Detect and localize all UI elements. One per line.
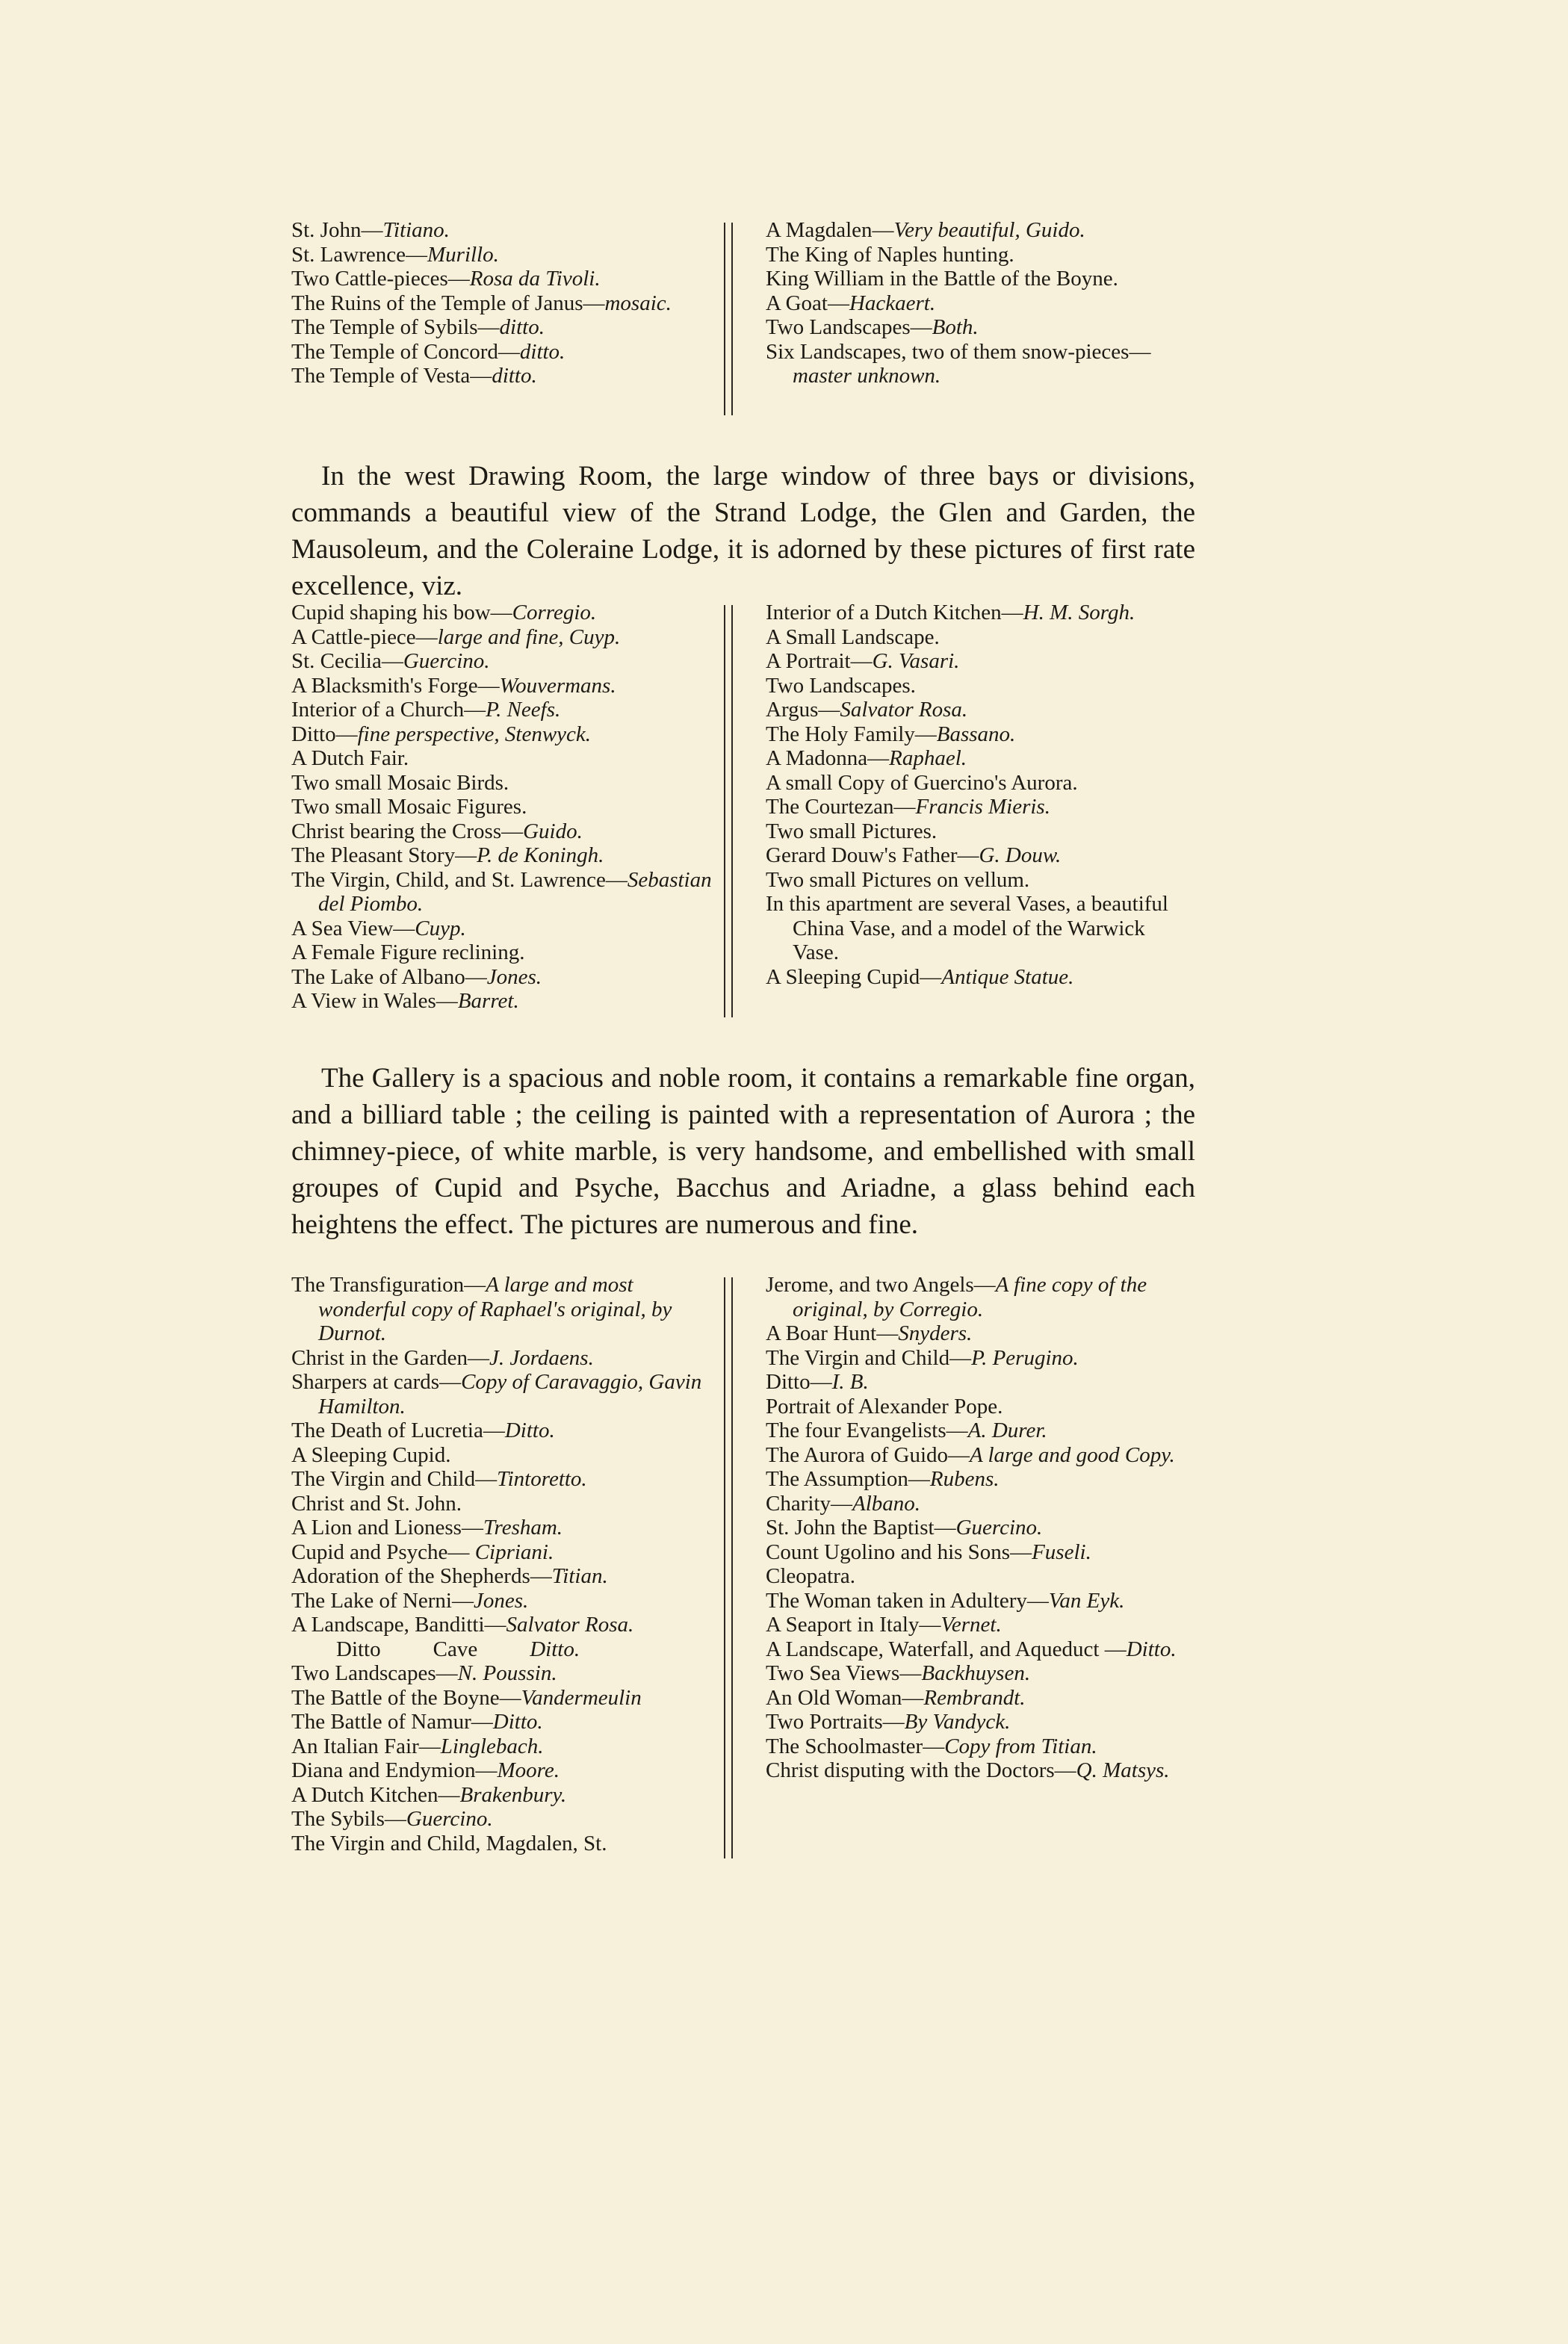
catalogue-column-right bbox=[736, 601, 1195, 1017]
entry-attribution: ditto. bbox=[492, 364, 537, 388]
entry-title: A Lion and Lioness— bbox=[291, 1516, 483, 1540]
entry-title: A Female Figure reclining. bbox=[291, 940, 525, 964]
entry-attribution: A large and most wonderful copy of Raphael's original, by Durnot. bbox=[318, 1273, 672, 1345]
catalogue-entry bbox=[766, 1395, 1195, 1419]
entry-title: The Lake of Albano— bbox=[291, 964, 487, 989]
entry-attribution: Barret. bbox=[457, 989, 519, 1013]
catalogue-section-1 bbox=[291, 218, 1195, 415]
entry-attribution: Both. bbox=[932, 315, 979, 339]
catalogue-entry bbox=[291, 746, 721, 771]
entry-title: An Old Woman— bbox=[766, 1685, 924, 1710]
catalogue-entry bbox=[766, 1321, 1195, 1346]
entry-title: Christ and St. John. bbox=[291, 1491, 462, 1516]
entry-title: The Temple of Vesta— bbox=[291, 364, 492, 388]
entry-attribution: Rosa da Tivoli. bbox=[469, 267, 601, 291]
catalogue-entry bbox=[766, 1467, 1195, 1492]
catalogue-entry bbox=[291, 722, 721, 747]
ditto-attribution: Ditto. bbox=[530, 1637, 580, 1661]
ditto-label: Ditto bbox=[336, 1637, 381, 1661]
entry-title: King William in the Battle of the Boyne. bbox=[766, 267, 1118, 291]
entry-title: The Death of Lucretia— bbox=[291, 1419, 505, 1442]
ditto-row bbox=[291, 1637, 721, 1662]
entry-attribution: Guercino. bbox=[955, 1516, 1043, 1540]
catalogue-entry bbox=[291, 601, 721, 625]
entry-attribution: Hackaert. bbox=[849, 291, 936, 315]
entry-attribution: Moore. bbox=[497, 1758, 560, 1782]
entry-title: A Dutch Kitchen— bbox=[291, 1782, 460, 1807]
entry-title: The Virgin and Child, Magdalen, St. bbox=[291, 1831, 607, 1855]
entry-attribution: Snyders. bbox=[898, 1321, 973, 1345]
entry-title: In this apartment are several Vases, a beautiful China Vase, and a model of the Warwick Vase. bbox=[766, 892, 1168, 964]
entry-title: Christ bearing the Cross— bbox=[291, 819, 524, 843]
catalogue-entry bbox=[291, 315, 721, 340]
catalogue-entry bbox=[766, 674, 1195, 698]
entry-title: A Landscape, Waterfall, and Aqueduct — bbox=[766, 1637, 1127, 1661]
entry-attribution: Cipriani. bbox=[474, 1540, 554, 1564]
entry-title: A Goat— bbox=[766, 291, 849, 315]
entry-attribution: ditto. bbox=[519, 339, 565, 364]
entry-attribution: fine perspective, Stenwyck. bbox=[357, 722, 592, 746]
entry-attribution: Titian. bbox=[551, 1564, 608, 1588]
catalogue-entry bbox=[291, 1710, 721, 1734]
entry-title: A Madonna— bbox=[766, 746, 890, 770]
entry-attribution: A large and good Copy. bbox=[970, 1442, 1175, 1467]
catalogue-entry bbox=[291, 1734, 721, 1759]
catalogue-entry bbox=[766, 1443, 1195, 1468]
entry-title: St. John— bbox=[291, 218, 383, 242]
entry-attribution: J. Jordaens. bbox=[489, 1345, 594, 1370]
catalogue-entry bbox=[766, 315, 1195, 340]
entry-title: Ditto— bbox=[291, 722, 358, 746]
entry-attribution: Tresham. bbox=[483, 1516, 563, 1540]
entry-attribution: P. Neefs. bbox=[486, 698, 561, 722]
column-divider bbox=[724, 1277, 733, 1858]
entry-attribution: G. Vasari. bbox=[872, 649, 960, 673]
entry-attribution: Guido. bbox=[523, 819, 583, 843]
entry-title: A Seaport in Italy— bbox=[766, 1613, 941, 1637]
entry-attribution: Tintoretto. bbox=[497, 1467, 587, 1491]
catalogue-entry bbox=[291, 243, 721, 267]
entry-attribution: Backhuysen. bbox=[921, 1661, 1031, 1685]
entry-title: A Boar Hunt— bbox=[766, 1321, 899, 1345]
entry-title: Two small Mosaic Birds. bbox=[291, 770, 509, 795]
entry-title: The four Evangelists— bbox=[766, 1419, 968, 1442]
entry-attribution: Ditto. bbox=[504, 1419, 555, 1442]
entry-title: Christ in the Garden— bbox=[291, 1345, 489, 1370]
entry-attribution: Ditto. bbox=[1126, 1637, 1177, 1661]
catalogue-entry bbox=[291, 674, 721, 698]
entry-title: Two small Pictures. bbox=[766, 819, 938, 843]
entry-attribution: Fuseli. bbox=[1032, 1540, 1091, 1564]
catalogue-entry bbox=[766, 868, 1195, 893]
entry-attribution: By Vandyck. bbox=[904, 1710, 1011, 1734]
entry-attribution: Antique Statue. bbox=[941, 964, 1074, 989]
catalogue-entry bbox=[291, 917, 721, 941]
catalogue-entry bbox=[766, 601, 1195, 625]
catalogue-entry bbox=[766, 843, 1195, 868]
catalogue-entry bbox=[766, 1419, 1195, 1443]
entry-title: The King of Naples hunting. bbox=[766, 242, 1014, 267]
entry-attribution: Vernet. bbox=[941, 1613, 1002, 1637]
entry-attribution: Raphael. bbox=[889, 746, 967, 770]
catalogue-entry bbox=[291, 989, 721, 1014]
entry-attribution: Albano. bbox=[852, 1491, 921, 1516]
entry-title: St. Cecilia— bbox=[291, 649, 403, 673]
entry-title: Two Sea Views— bbox=[766, 1661, 922, 1685]
entry-attribution: Jones. bbox=[473, 1588, 529, 1613]
entry-title: A View in Wales— bbox=[291, 989, 458, 1013]
catalogue-entry bbox=[766, 340, 1195, 388]
entry-title: A small Copy of Guercino's Aurora. bbox=[766, 770, 1078, 795]
entry-title: A Magdalen— bbox=[766, 218, 894, 242]
entry-title: A Portrait— bbox=[766, 649, 873, 673]
entry-attribution: Salvator Rosa. bbox=[506, 1613, 634, 1637]
catalogue-entry bbox=[291, 940, 721, 965]
catalogue-section-3 bbox=[291, 1273, 1195, 1858]
entry-title: A Sleeping Cupid— bbox=[766, 964, 942, 989]
entry-attribution: Titiano. bbox=[382, 218, 450, 242]
entry-title: A Sea View— bbox=[291, 916, 415, 940]
catalogue-entry bbox=[766, 1734, 1195, 1759]
entry-attribution: Salvator Rosa. bbox=[840, 698, 968, 722]
entry-title: The Transfiguration— bbox=[291, 1273, 486, 1297]
entry-title: Charity— bbox=[766, 1491, 852, 1516]
catalogue-entry bbox=[766, 1540, 1195, 1565]
catalogue-entry bbox=[291, 698, 721, 722]
west-drawing-room-paragraph: In the west Drawing Room, the large window of three bays or divisions, commands a beautiful view of the Strand Lodge, the Glen and Garden, the Mausoleum, and the Coleraine Lodge, it is adorned by these pictures of first rate excellence, viz. bbox=[291, 461, 1195, 601]
entry-attribution: Cuyp. bbox=[415, 916, 466, 940]
catalogue-entry bbox=[766, 1273, 1195, 1321]
catalogue-entry bbox=[291, 649, 721, 674]
catalogue-entry bbox=[766, 625, 1195, 650]
catalogue-entry bbox=[766, 267, 1195, 291]
entry-title: The Pleasant Story— bbox=[291, 843, 477, 867]
entry-title: Six Landscapes, two of them snow-pieces— bbox=[766, 339, 1151, 364]
catalogue-entry bbox=[291, 843, 721, 868]
catalogue-list bbox=[291, 1273, 721, 1637]
entry-attribution: Very beautiful, Guido. bbox=[893, 218, 1085, 242]
entry-title: The Assumption— bbox=[766, 1467, 930, 1491]
entry-title: Gerard Douw's Father— bbox=[766, 843, 979, 867]
catalogue-entry bbox=[766, 1564, 1195, 1589]
entry-title: Two Landscapes— bbox=[291, 1661, 458, 1685]
catalogue-entry bbox=[291, 364, 721, 388]
entry-attribution: Ditto. bbox=[492, 1710, 543, 1734]
entry-title: A Small Landscape. bbox=[766, 624, 940, 649]
catalogue-column-left bbox=[291, 1273, 721, 1858]
entry-attribution: G. Douw. bbox=[979, 843, 1062, 867]
catalogue-section-2 bbox=[291, 601, 1195, 1017]
entry-title: Argus— bbox=[766, 698, 840, 722]
catalogue-entry bbox=[766, 291, 1195, 316]
entry-attribution: Murillo. bbox=[427, 242, 499, 267]
entry-title: Interior of a Church— bbox=[291, 698, 486, 722]
entry-title: Diana and Endymion— bbox=[291, 1758, 498, 1782]
entry-title: An Italian Fair— bbox=[291, 1734, 441, 1758]
entry-title: A Cattle-piece— bbox=[291, 624, 438, 649]
catalogue-column-right bbox=[736, 218, 1195, 415]
catalogue-entry bbox=[766, 698, 1195, 722]
catalogue-entry bbox=[766, 965, 1195, 990]
catalogue-entry bbox=[766, 649, 1195, 674]
catalogue-entry bbox=[291, 1467, 721, 1492]
entry-attribution: Corregio. bbox=[512, 601, 597, 624]
entry-title: Two Cattle-pieces— bbox=[291, 267, 470, 291]
entry-attribution: H. M. Sorgh. bbox=[1023, 601, 1135, 624]
catalogue-entry bbox=[291, 625, 721, 650]
entry-title: The Virgin and Child— bbox=[291, 1467, 498, 1491]
entry-attribution: N. Poussin. bbox=[457, 1661, 557, 1685]
catalogue-entry bbox=[291, 795, 721, 819]
cave-label: Cave bbox=[433, 1637, 478, 1661]
entry-attribution: Guercino. bbox=[403, 649, 490, 673]
entry-title: Ditto— bbox=[766, 1370, 832, 1394]
entry-attribution: P. Perugino. bbox=[971, 1345, 1079, 1370]
catalogue-entry bbox=[291, 1370, 721, 1419]
entry-title: A Blacksmith's Forge— bbox=[291, 673, 500, 698]
entry-attribution: ditto. bbox=[499, 315, 545, 339]
catalogue-entry bbox=[291, 1443, 721, 1468]
catalogue-entry bbox=[291, 965, 721, 990]
catalogue-entry bbox=[766, 218, 1195, 243]
entry-title: Cupid and Psyche— bbox=[291, 1540, 475, 1564]
entry-title: The Virgin and Child— bbox=[766, 1345, 972, 1370]
gallery-paragraph: The Gallery is a spacious and noble room, it contains a remarkable fine organ, and a billiard table ; the ceiling is painted with a representation of Aurora ; the chimney-piece, of white marble, is very handsome, and embellished with small groupes of Cupid and Psyche, Bacchus and Ariadne, a glass behind each heightens the effect. The pictures are numerous and fine. bbox=[291, 1063, 1195, 1240]
column-divider bbox=[724, 605, 733, 1017]
entry-title: Count Ugolino and his Sons— bbox=[766, 1540, 1032, 1564]
catalogue-entry bbox=[291, 1686, 721, 1711]
entry-title: The Sybils— bbox=[291, 1807, 406, 1831]
entry-title: The Temple of Concord— bbox=[291, 339, 520, 364]
entry-attribution: A fine copy of the original, by Corregio. bbox=[793, 1273, 1147, 1321]
entry-attribution: master unknown. bbox=[793, 364, 941, 388]
entry-title: A Landscape, Banditti— bbox=[291, 1613, 506, 1637]
entry-title: St. Lawrence— bbox=[291, 242, 427, 267]
catalogue-entry bbox=[291, 1516, 721, 1540]
entry-title: Interior of a Dutch Kitchen— bbox=[766, 601, 1023, 624]
catalogue-entry bbox=[291, 819, 721, 844]
entry-title: The Courtezan— bbox=[766, 795, 916, 819]
entry-title: Two small Mosaic Figures. bbox=[291, 795, 527, 819]
catalogue-entry bbox=[766, 1710, 1195, 1734]
entry-attribution: Vandermeulin bbox=[521, 1685, 642, 1710]
catalogue-column-left bbox=[291, 601, 721, 1017]
entry-title: Two Portraits— bbox=[766, 1710, 905, 1734]
entry-attribution: P. de Koningh. bbox=[477, 843, 604, 867]
catalogue-entry bbox=[291, 1613, 721, 1637]
entry-title: Two small Pictures on vellum. bbox=[766, 867, 1030, 892]
catalogue-entry bbox=[766, 1686, 1195, 1711]
entry-title: Two Landscapes. bbox=[766, 673, 916, 698]
catalogue-entry bbox=[766, 1346, 1195, 1371]
entry-title: The Battle of Namur— bbox=[291, 1710, 493, 1734]
catalogue-entry bbox=[766, 1613, 1195, 1637]
entry-attribution: Jones. bbox=[486, 964, 542, 989]
catalogue-entry bbox=[291, 1273, 721, 1346]
catalogue-entry bbox=[291, 267, 721, 291]
catalogue-entry bbox=[291, 1540, 721, 1565]
entry-title: The Battle of the Boyne— bbox=[291, 1685, 521, 1710]
entry-title: The Schoolmaster— bbox=[766, 1734, 945, 1758]
entry-title: Christ disputing with the Doctors— bbox=[766, 1758, 1076, 1782]
entry-title: St. John the Baptist— bbox=[766, 1516, 956, 1540]
catalogue-entry bbox=[766, 722, 1195, 747]
catalogue-entry bbox=[766, 1589, 1195, 1613]
catalogue-entry bbox=[291, 1783, 721, 1808]
entry-title: Cupid shaping his bow— bbox=[291, 601, 512, 624]
catalogue-entry bbox=[766, 819, 1195, 844]
entry-title: Adoration of the Shepherds— bbox=[291, 1564, 552, 1588]
entry-title: Jerome, and two Angels— bbox=[766, 1273, 996, 1297]
entry-title: Sharpers at cards— bbox=[291, 1370, 462, 1394]
entry-attribution: Wouvermans. bbox=[499, 673, 616, 698]
entry-title: The Woman taken in Adultery— bbox=[766, 1588, 1049, 1613]
entry-attribution: Francis Mieris. bbox=[915, 795, 1050, 819]
entry-title: Portrait of Alexander Pope. bbox=[766, 1394, 1003, 1419]
entry-title: Cleopatra. bbox=[766, 1564, 855, 1588]
catalogue-column-left bbox=[291, 218, 721, 415]
catalogue-entry bbox=[291, 218, 721, 243]
entry-title: The Holy Family— bbox=[766, 722, 937, 746]
catalogue-entry bbox=[291, 1661, 721, 1686]
entry-attribution: Copy from Titian. bbox=[944, 1734, 1097, 1758]
entry-attribution: Rubens. bbox=[929, 1467, 1000, 1491]
catalogue-entry bbox=[291, 1419, 721, 1443]
entry-title: The Virgin, Child, and St. Lawrence— bbox=[291, 867, 627, 892]
entry-attribution: I. B. bbox=[831, 1370, 869, 1394]
catalogue-entry bbox=[766, 1370, 1195, 1395]
entry-attribution: large and fine, Cuyp. bbox=[437, 624, 621, 649]
catalogue-entry bbox=[766, 1637, 1195, 1662]
catalogue-entry bbox=[766, 1516, 1195, 1540]
catalogue-entry bbox=[291, 1492, 721, 1516]
entry-title: The Aurora of Guido— bbox=[766, 1442, 970, 1467]
entry-attribution: Sebastian del Piombo. bbox=[318, 867, 712, 916]
column-divider bbox=[724, 223, 733, 415]
catalogue-column-right bbox=[736, 1273, 1195, 1858]
entry-title: The Lake of Nerni— bbox=[291, 1588, 474, 1613]
catalogue-entry bbox=[291, 1758, 721, 1783]
catalogue-entry bbox=[766, 1661, 1195, 1686]
entry-title: A Sleeping Cupid. bbox=[291, 1442, 451, 1467]
catalogue-entry bbox=[766, 746, 1195, 771]
catalogue-entry bbox=[766, 1492, 1195, 1516]
catalogue-entry bbox=[291, 1807, 721, 1832]
catalogue-entry bbox=[766, 795, 1195, 819]
catalogue-entry bbox=[766, 243, 1195, 267]
catalogue-entry bbox=[291, 1564, 721, 1589]
entry-attribution: Linglebach. bbox=[440, 1734, 544, 1758]
entry-title: The Ruins of the Temple of Janus— bbox=[291, 291, 605, 315]
catalogue-entry bbox=[766, 1758, 1195, 1783]
catalogue-entry bbox=[766, 771, 1195, 796]
catalogue-entry bbox=[291, 771, 721, 796]
catalogue-entry bbox=[291, 1589, 721, 1613]
entry-attribution: Q. Matsys. bbox=[1076, 1758, 1170, 1782]
entry-title: The Temple of Sybils— bbox=[291, 315, 500, 339]
entry-attribution: Copy of Caravaggio, Gavin Hamilton. bbox=[318, 1370, 702, 1419]
entry-attribution: Brakenbury. bbox=[459, 1782, 567, 1807]
entry-attribution: Guercino. bbox=[406, 1807, 493, 1831]
catalogue-entry bbox=[291, 291, 721, 316]
entry-attribution: mosaic. bbox=[604, 291, 672, 315]
catalogue-entry bbox=[766, 892, 1195, 965]
entry-title: A Dutch Fair. bbox=[291, 746, 409, 770]
entry-attribution: A. Durer. bbox=[967, 1419, 1047, 1442]
catalogue-entry bbox=[291, 868, 721, 917]
catalogue-entry bbox=[291, 1832, 721, 1856]
entry-attribution: Van Eyk. bbox=[1048, 1588, 1125, 1613]
catalogue-entry bbox=[291, 340, 721, 365]
entry-title: Two Landscapes— bbox=[766, 315, 932, 339]
entry-attribution: Rembrandt. bbox=[923, 1685, 1026, 1710]
entry-attribution: Bassano. bbox=[936, 722, 1016, 746]
catalogue-entry bbox=[291, 1346, 721, 1371]
catalogue-list bbox=[291, 1661, 721, 1855]
